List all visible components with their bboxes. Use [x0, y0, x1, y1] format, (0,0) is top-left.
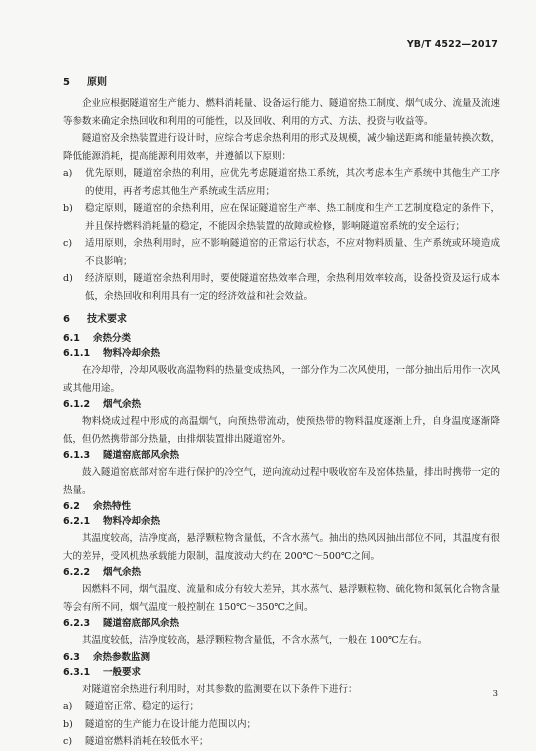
page-number: 3	[492, 689, 498, 699]
section-6-3-1-heading	[63, 666, 500, 680]
paragraph: 因燃料不同，烟气温度、流量和成分有较大差异，其水蒸气、悬浮颗粒物、硫化物和氮氧化合物含量等会有所不同，烟气温度一般控制在 150℃～350℃之间。	[63, 584, 501, 613]
section-title: 技术要求	[87, 314, 127, 325]
paragraph: 在冷却带，冷却风吸收高温物料的热量变成热风，一部分作为二次风使用，一部分抽出后用作一次风或其他用途。	[63, 365, 501, 394]
section-number: 6.1.2	[63, 399, 91, 410]
list-marker: a)	[63, 168, 73, 179]
list-item	[63, 165, 500, 200]
paragraph: 企业应根据隧道窑生产能力、燃料消耗量、设备运行能力、隧道窑热工制度、烟气成分、流量及流速等参数来确定余热回收和利用的可能性，以及回收、利用的方式、方法、投资与收益等。	[63, 98, 501, 127]
list-text: 经济原则，隧道窑余热利用时，要使隧道窑热效率合理，余热利用效率较高，设备投资及运行成本低，余热回收和利用具有一定的经济效益和社会效益。	[85, 273, 500, 302]
section-number: 5	[63, 77, 70, 88]
section-6-1-3-heading	[63, 449, 500, 463]
section-title: 物料冷却余热	[103, 516, 161, 527]
section-number: 6.1.3	[63, 450, 91, 461]
section-number: 6.2.2	[63, 567, 91, 578]
list-text: 隧道窑燃料消耗在较低水平；	[85, 736, 209, 747]
section-title: 余热参数监测	[93, 651, 151, 663]
list-marker: c)	[63, 238, 73, 249]
section-6-2-3-heading	[63, 617, 500, 631]
list-text: 稳定原则，隧道窑的余热利用，应在保证隧道窑生产率、热工制度和生产工艺制度稳定的条件下，并且保持燃料消耗量的稳定，不能因余热装置的故障或检修，影响隧道窑系统的安全运行；	[85, 203, 500, 232]
list-item	[63, 270, 500, 305]
section-title: 隧道窑底部风余热	[103, 618, 180, 629]
section-6-2-1-heading	[63, 515, 500, 529]
list-marker: b)	[63, 718, 73, 730]
section-6-3-heading	[63, 651, 500, 665]
section-number: 6.3	[63, 651, 80, 663]
section-title: 余热分类	[93, 333, 132, 344]
section-title: 原则	[87, 77, 107, 88]
list-text: 适用原则，余热利用时，应不影响隧道窑的正常运行状态，不应对物料质量、生产系统或环境造成不良影响；	[85, 238, 500, 267]
section-title: 烟气余热	[103, 567, 142, 578]
list-item	[63, 716, 500, 734]
paragraph: 对隧道窑余热进行利用时，对其参数的监测要在以下条件下进行：	[82, 683, 358, 695]
section-number: 6.3.1	[63, 666, 91, 678]
list-marker: d)	[63, 273, 73, 284]
section-6-2-2-heading	[63, 566, 500, 580]
paragraph: 其温度较高，洁净度高，悬浮颗粒物含量低，不含水蒸气。抽出的热风因抽出部位不同，其温度有很大的差异，受风机热承载能力限制，温度波动大约在 200℃～500℃之间。	[63, 533, 501, 562]
section-number: 6	[63, 314, 70, 325]
section-title: 隧道窑底部风余热	[103, 450, 180, 461]
section-number: 6.1	[63, 333, 80, 344]
section-6-2-heading	[63, 500, 500, 514]
section-6-1-2-heading	[63, 398, 500, 412]
section-number: 6.1.1	[63, 348, 91, 359]
list-text: 隧道窑的生产能力在设计能力范围以内；	[85, 718, 257, 730]
list-text: 优先原则，隧道窑余热的利用，应优先考虑隧道窑热工系统，其次考虑本生产系统中其他生产工序的使用，再者考虑其他生产系统或生活应用；	[85, 168, 500, 197]
section-title: 物料冷却余热	[103, 348, 161, 359]
list-item	[63, 200, 500, 235]
list-text: 隧道窑正常、稳定的运行；	[85, 701, 200, 712]
paragraph: 鼓入隧道窑底部对窑车进行保护的冷空气，逆向流动过程中吸收窑车及窑体热量，排出时携带一定的热量。	[63, 467, 501, 496]
section-number: 6.2.3	[63, 618, 91, 629]
section-title: 一般要求	[103, 666, 142, 678]
document-body	[63, 76, 500, 751]
list-marker: c)	[63, 736, 73, 747]
section-title: 烟气余热	[103, 399, 142, 410]
standard-code: YB/T 4522—2017	[406, 39, 498, 50]
section-6-1-heading	[63, 332, 500, 346]
section-number: 6.2.1	[63, 516, 91, 527]
section-number: 6.2	[63, 501, 80, 512]
list-marker: b)	[63, 203, 73, 214]
section-6-1-1-heading	[63, 347, 500, 361]
list-item	[63, 235, 500, 270]
paragraph: 物料烧成过程中形成的高温烟气，向预热带流动，使预热带的物料温度逐渐上升，自身温度逐渐降低，但仍然携带部分热量，由排烟装置排出隧道窑外。	[63, 416, 500, 445]
paragraph: 其温度较低，洁净度较高，悬浮颗粒物含量低，不含水蒸气，一般在 100℃左右。	[82, 635, 428, 646]
section-6-heading	[63, 313, 500, 327]
list-item	[63, 733, 500, 751]
section-5-heading	[63, 76, 500, 90]
section-title: 余热特性	[93, 501, 132, 512]
list-marker: a)	[63, 701, 73, 712]
list-item	[63, 698, 500, 716]
paragraph: 隧道窑及余热装置进行设计时，应综合考虑余热利用的形式及规模，减少输送距离和能量转换次数，降低能源消耗，提高能源利用效率，并遵循以下原则：	[63, 133, 501, 162]
